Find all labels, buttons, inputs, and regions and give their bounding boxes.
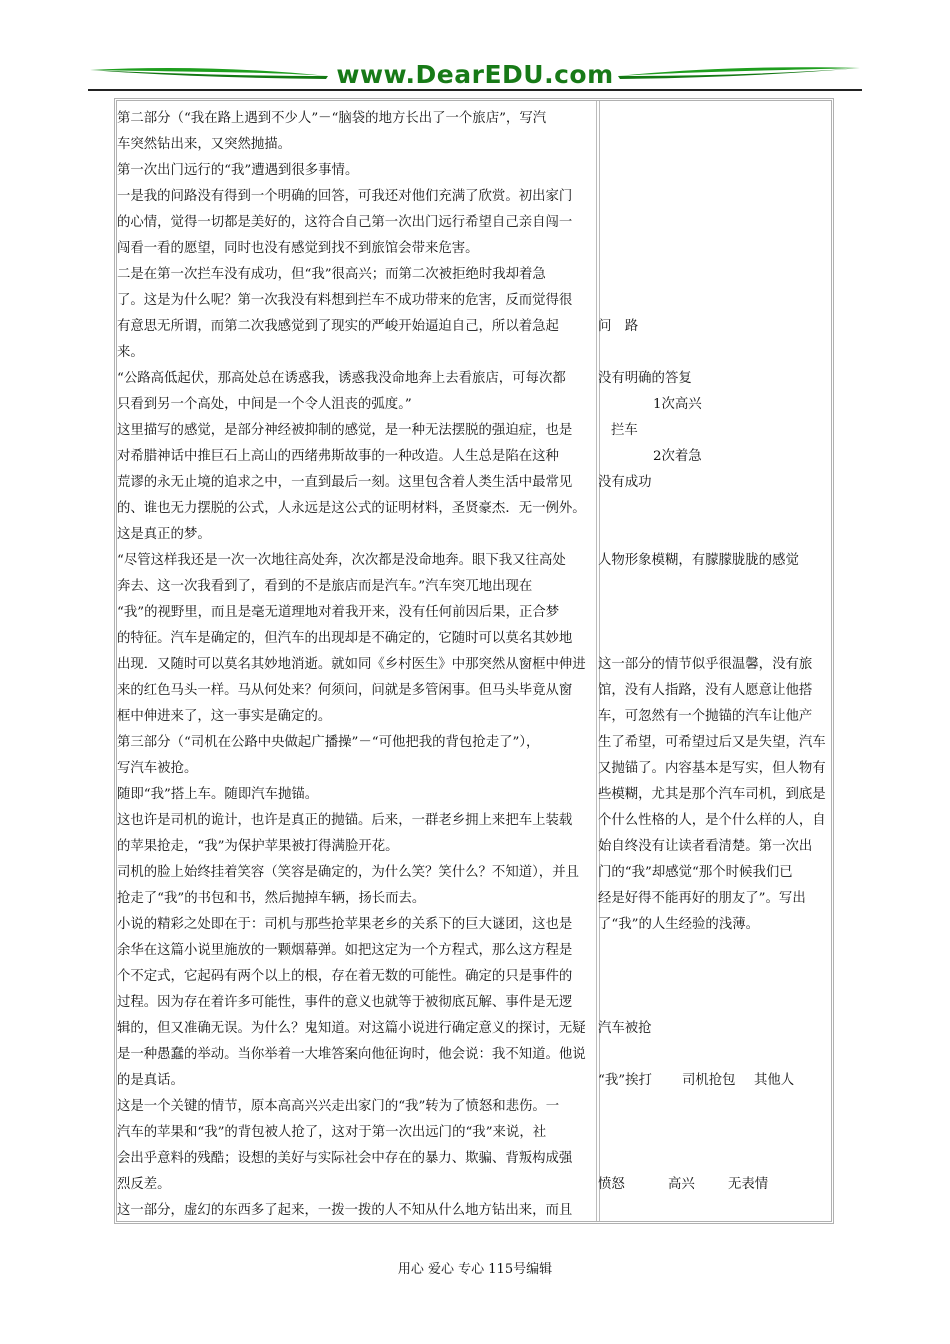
header-rule: [88, 89, 862, 91]
page-header: [88, 58, 862, 98]
text-line: 这是真正的梦。: [117, 527, 211, 542]
text-line: 的心情，觉得一切都是美好的，这符合自己第一次出门远行希望自己亲自闯一: [117, 215, 573, 230]
note-driver-robs: 司机抢包: [682, 1073, 736, 1088]
text-line: 的特征。汽车是确定的，但汽车的出现却是不确定的，它随时可以莫名其妙地: [117, 631, 573, 646]
text-line: 汽车的苹果和“我”的背包被人抢了，这对于第一次出远门的“我”来说，社: [117, 1125, 547, 1140]
note-paragraph-line: 门的“我”却感觉“那个时候我们已: [598, 865, 793, 880]
text-line: 辑的，但又准确无误。为什么？鬼知道。对这篇小说进行确定意义的探讨，无疑: [117, 1021, 586, 1036]
text-line: 来。: [117, 345, 144, 360]
note-angry: 愤怒: [598, 1177, 625, 1192]
note-paragraph-line: 又抛锚了。内容基本是写实，但人物有: [598, 761, 826, 776]
note-not-success: 没有成功: [598, 475, 652, 490]
text-line: 第二部分（“我在路上遇到不少人”－“脑袋的地方长出了一个旅店”，写汽: [117, 111, 547, 126]
text-line: 的是真话。: [117, 1073, 184, 1088]
text-line: 一是我的问路没有得到一个明确的回答，可我还对他们充满了欣赏。初出家门: [117, 189, 573, 204]
note-second-anxious: 2次着急: [653, 449, 702, 464]
text-line: 第三部分（“司机在公路中央做起广播操”－“可他把我的背包抢走了”），: [117, 735, 540, 750]
page-footer: 用心 爱心 专心 115号编辑: [397, 1262, 553, 1277]
text-line: 会出乎意料的残酷；设想的美好与实际社会中存在的暴力、欺骗、背叛构成强: [117, 1151, 573, 1166]
note-paragraph-line: 些模糊，尤其是那个汽车司机，到底是: [598, 787, 826, 802]
note-happy: 高兴: [668, 1177, 695, 1192]
text-line: 框中伸进来了，这一事实是确定的。: [117, 709, 332, 724]
note-paragraph-line: 生了希望，可希望过后又是失望，汽车: [598, 735, 826, 750]
note-lanche: 拦车: [611, 423, 638, 438]
text-line: 随即“我”搭上车。随即汽车抛锚。: [117, 787, 319, 802]
text-line: 余华在这篇小说里施放的一颗烟幕弹。如把这定为一个方程式，那么这方程是: [117, 943, 573, 958]
text-line: 是一种愚蠢的举动。当你举着一大堆答案向他征询时，他会说：我不知道。他说: [117, 1047, 586, 1062]
text-line: 的苹果抢走，“我”为保护苹果被打得满脸开花。: [117, 839, 399, 854]
text-line: 这里描写的感觉，是部分神经被抑制的感觉，是一种无法摆脱的强迫症，也是: [117, 423, 573, 438]
text-line: 这是一个关键的情节，原本高高兴兴走出家门的“我”转为了愤怒和悲伤。一: [117, 1099, 560, 1114]
note-paragraph-line: 个什么性格的人，是个什么样的人，自: [598, 813, 826, 828]
note-no-clear-answer: 没有明确的答复: [598, 371, 692, 386]
note-beaten: “我”挨打: [598, 1073, 652, 1088]
text-line: “我”的视野里，而且是毫无道理地对着我开来，没有任何前因后果，正合梦: [117, 605, 560, 620]
note-wenlu: 问 路: [598, 319, 639, 334]
text-line: 抢走了“我”的书包和书，然后抛掉车辆，扬长而去。: [117, 891, 426, 906]
note-blurry-figures: 人物形象模糊，有朦朦胧胧的感觉: [598, 553, 799, 568]
text-line: 烈反差。: [117, 1177, 171, 1192]
text-line: “尽管这样我还是一次一次地往高处奔，次次都是没命地奔。眼下我又往高处: [117, 553, 566, 568]
text-line: 有意思无所谓，而第二次我感觉到了现实的严峻开始逼迫自己，所以着急起: [117, 319, 559, 334]
text-line: 闯看一看的愿望，同时也没有感觉到找不到旅馆会带来危害。: [117, 241, 479, 256]
text-line: 出现．又随时可以莫名其妙地消逝。就如同《乡村医生》中那突然从窗框中伸进: [117, 657, 586, 672]
text-line: “公路高低起伏，那高处总在诱惑我，诱惑我没命地奔上去看旅店，可每次都: [117, 371, 566, 386]
text-line: 这一部分，虚幻的东西多了起来，一拨一拨的人不知从什么地方钻出来，而且: [117, 1203, 573, 1218]
text-line: 对希腊神话中推巨石上高山的西绪弗斯故事的一种改造。人生总是陷在这种: [117, 449, 559, 464]
note-paragraph-line: 经是好得不能再好的朋友了”。写出: [598, 891, 806, 906]
left-column-text: [117, 106, 596, 1224]
text-line: 了。这是为什么呢？第一次我没有料想到拦车不成功带来的危害，反而觉得很: [117, 293, 573, 308]
text-line: 写汽车被抢。: [117, 761, 198, 776]
note-others: 其他人: [754, 1073, 795, 1088]
text-line: 第一次出门远行的“我”遭遇到很多事情。: [117, 163, 359, 178]
text-line: 只看到另一个高处，中间是一个令人沮丧的弧度。”: [117, 397, 412, 412]
text-line: 车突然钻出来，又突然抛描。: [117, 137, 292, 152]
text-line: 个不定式，它起码有两个以上的根，存在着无数的可能性。确定的只是事件的: [117, 969, 573, 984]
text-line: 荒谬的永无止境的追求之中，一直到最后一刻。这里包含着人类生活中最常见: [117, 475, 573, 490]
note-paragraph-line: 始自终没有让读者看清楚。第一次出: [598, 839, 813, 854]
text-line: 这也许是司机的诡计，也许是真正的抛锚。后来，一群老乡拥上来把车上装载: [117, 813, 573, 828]
note-first-happy: 1次高兴: [653, 397, 702, 412]
text-line: 司机的脸上始终挂着笑容（笑容是确定的，为什么笑？笑什么？不知道），并且: [117, 865, 579, 880]
note-no-expression: 无表情: [728, 1177, 769, 1192]
note-car-robbed: 汽车被抢: [598, 1021, 652, 1036]
note-paragraph-line: 车，可忽然有一个抛锚的汽车让他产: [598, 709, 813, 724]
site-logo: www.DearEDU.com: [336, 60, 614, 89]
text-line: 奔去、这一次我看到了，看到的不是旅店而是汽车。”汽车突兀地出现在: [117, 579, 533, 594]
text-line: 二是在第一次拦车没有成功，但“我”很高兴；而第二次被拒绝时我却着急: [117, 267, 546, 282]
text-line: 过程。因为存在着许多可能性，事件的意义也就等于被彻底瓦解、事件是无逻: [117, 995, 573, 1010]
text-line: 的、谁也无力摆脱的公式，人永远是这公式的证明材料，圣贤豪杰．无一例外。: [117, 501, 586, 516]
note-paragraph-line: 馆，没有人指路，没有人愿意让他搭: [598, 683, 813, 698]
text-line: 来的红色马头一样。马从何处来？何须问，问就是多管闲事。但马头毕竟从窗: [117, 683, 573, 698]
note-paragraph-line: 了“我”的人生经验的浅薄。: [598, 917, 759, 932]
text-line: 小说的精彩之处即在于：司机与那些抢苹果老乡的关系下的巨大谜团，这也是: [117, 917, 573, 932]
note-paragraph-line: 这一部分的情节似乎很温馨，没有旅: [598, 657, 813, 672]
